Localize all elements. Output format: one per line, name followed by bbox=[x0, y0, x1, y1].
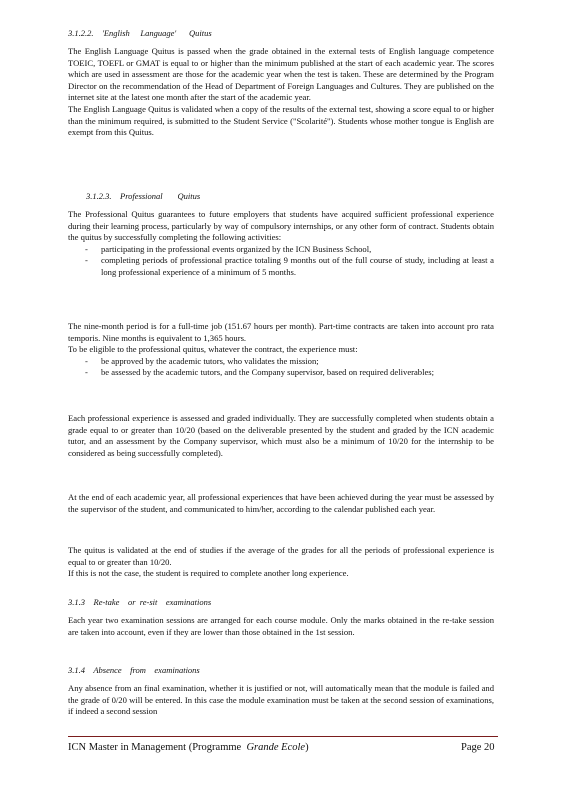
paragraph: If this is not the case, the student is required to complete another long experience. bbox=[68, 568, 349, 579]
list-item: - participating in the professional events organized by the ICN Business School, bbox=[85, 243, 372, 254]
page-number: Page 20 bbox=[461, 742, 495, 753]
paragraph: The Professional Quitus guarantees to future employers that students have acquired sufficient professional experience during their learning process, particularly by way of compulsory internships, or any other form of contract. Students obtain the quitus by successfully completing the following activities: bbox=[68, 209, 494, 243]
paragraph: Each year two examination sessions are arranged for each course module. Only the marks obtained in the re-take session are taken into account, even if they are lower than those obtained in the 1st session. bbox=[68, 615, 494, 637]
paragraph: Each professional experience is assessed and graded individually. They are successfully completed when students obtain a grade equal to or greater than 10/20 (based on the deliverable presented by the student and graded by the ICN academic tutor, and an assessment by the Company supervisor, which must also be a minimum of 10/20 for the internship to be considered as being successfully completed). bbox=[68, 413, 494, 458]
section-heading: 3.1.2.3. Professional Quitus bbox=[86, 191, 201, 201]
paragraph: At the end of each academic year, all professional experiences that have been achieved during the year must be assessed by the supervisor of the student, and communicated to him/her, according to the calendar published each year. bbox=[68, 492, 494, 514]
paragraph: The nine-month period is for a full-time job (151.67 hours per month). Part-time contracts are taken into account pro rata temporis. Nine months is equivalent to 1,365 hours. bbox=[68, 321, 494, 343]
section-professional-quitus bbox=[68, 190, 494, 279]
section-professional-quitus-2 bbox=[68, 321, 494, 379]
paragraph: The English Language Quitus is passed when the grade obtained in the external tests of English language competence TOEIC, TOEFL or GMAT is equal to or higher than the minimum published at the start of each academic year. The scores which are used in assessment are those for the academic year when the test is taken. These are determined by the Program Director on the recommendation of the Head of Department of Foreign Languages and Cultures. They are published on the internet site at the latest one month after the start of the academic year. bbox=[68, 46, 494, 103]
list-item: - be assessed by the academic tutors, and the Company supervisor, based on required deliverables; bbox=[85, 367, 435, 378]
section-retake bbox=[68, 596, 494, 638]
section-absence bbox=[68, 664, 494, 718]
activities-list bbox=[68, 244, 494, 279]
paragraph: Any absence from an final examination, whether it is justified or not, will automatically mean that the module is failed and the grade of 0/20 will be entered. In this case the module examination must be taken at the second session of examinations, if indeed a second session bbox=[68, 683, 494, 717]
quitus-validation bbox=[68, 545, 494, 580]
footer-rule bbox=[68, 736, 498, 737]
section-heading: 3.1.2.2. 'English Language' Quitus bbox=[68, 28, 212, 38]
section-heading: 3.1.3 Re-take or re-sit examinations bbox=[68, 597, 212, 607]
paragraph: To be eligible to the professional quitus, whatever the contract, the experience must: bbox=[68, 344, 358, 355]
list-item: - completing periods of professional practice totaling 9 months out of the full course of study, including at least a long professional experience of a minimum of 5 months. bbox=[85, 255, 494, 277]
list-item: - be approved by the academic tutors, who validates the mission; bbox=[85, 355, 319, 366]
section-heading: 3.1.4 Absence from examinations bbox=[68, 665, 200, 675]
footer-title: ICN Master in Management (Programme Grande Ecole) bbox=[68, 742, 309, 753]
section-english-quitus bbox=[68, 27, 494, 139]
paragraph: The English Language Quitus is validated when a copy of the results of the external test, showing a score equal to or higher than the minimum required, is submitted to the Student Service ("Scolarité"). Students whose mother tongue is English are exempt from this Quitus. bbox=[68, 103, 494, 138]
paragraph: The quitus is validated at the end of studies if the average of the grades for all the periods of professional experience is equal to or greater than 10/20. bbox=[68, 545, 494, 567]
eligibility-list bbox=[68, 356, 494, 379]
